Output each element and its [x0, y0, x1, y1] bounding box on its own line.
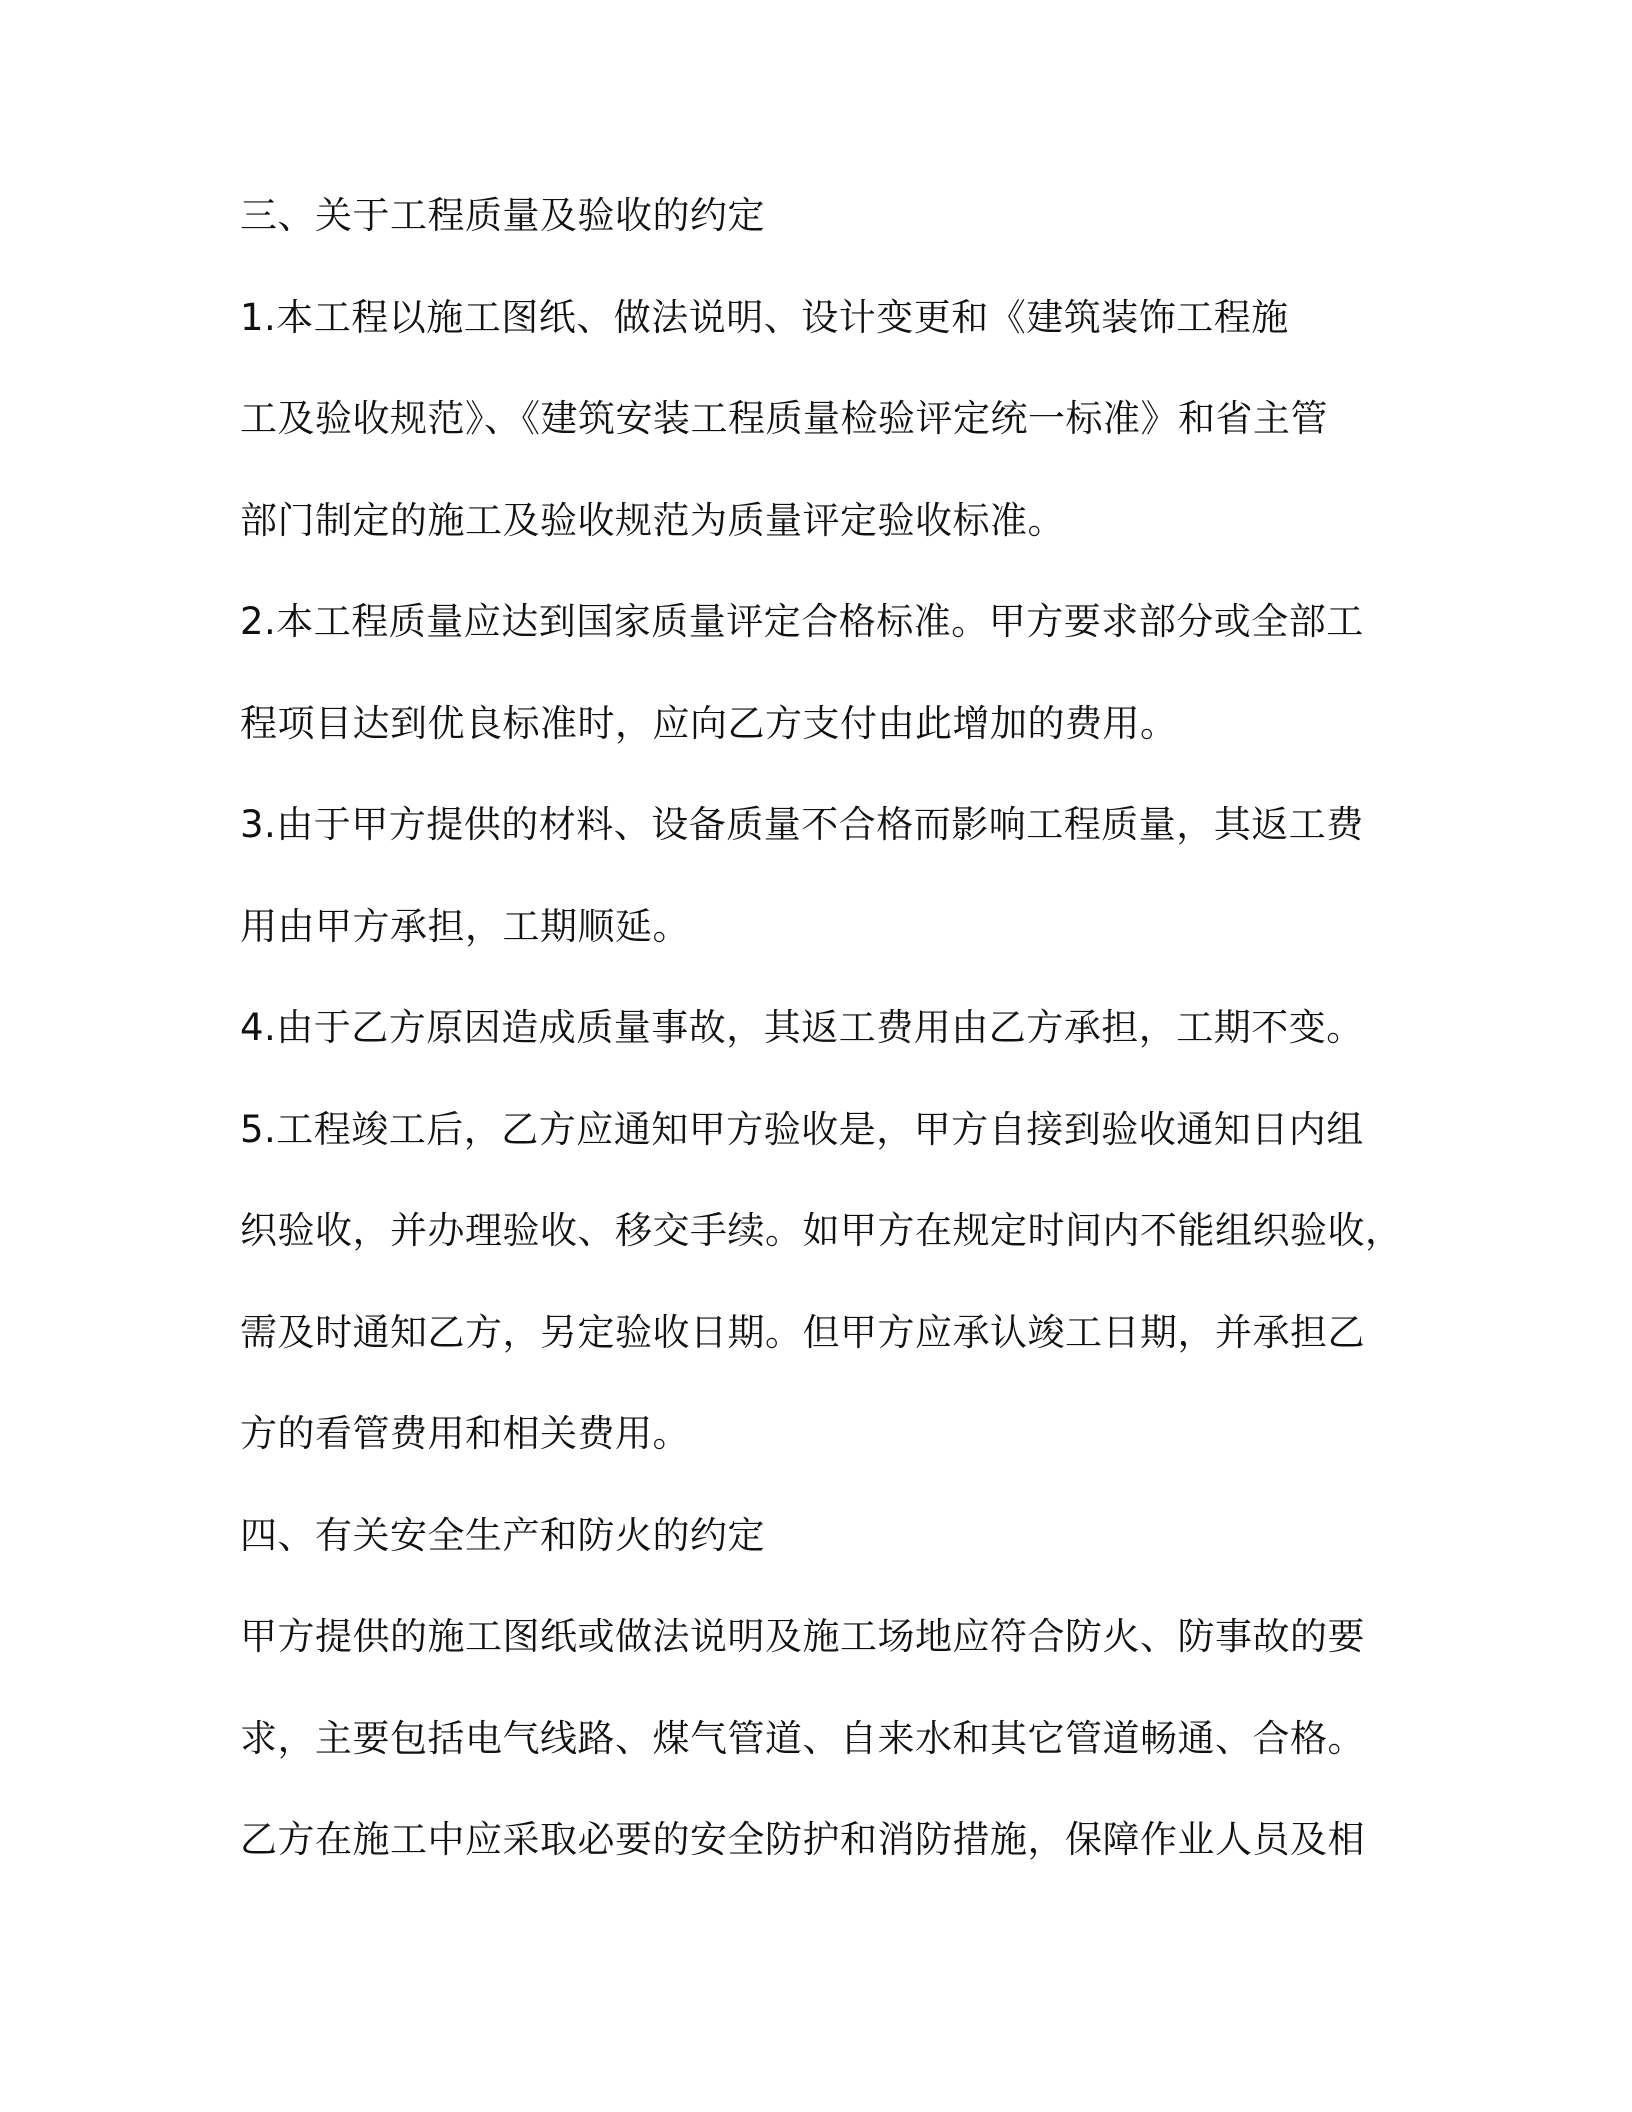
- text-line: 用由甲方承担，工期顺延。: [240, 904, 690, 948]
- text-line: 乙方在施工中应采取必要的安全防护和消防措施，保障作业人员及相: [240, 1818, 1365, 1861]
- text-line: 工及验收规范》、《建筑安装工程质量检验评定统一标准》和省主管: [240, 397, 1328, 440]
- section-heading-quality: 三、关于工程质量及验收的约定: [240, 194, 765, 237]
- text-line: 2.本工程质量应达到国家质量评定合格标准。甲方要求部分或全部工: [240, 600, 1364, 643]
- text-line: 求，主要包括电气线路、煤气管道、自来水和其它管道畅通、合格。: [240, 1716, 1365, 1760]
- text-line: 3.由于甲方提供的材料、设备质量不合格而影响工程质量，其返工费: [240, 803, 1364, 846]
- text-line: 方的看管费用和相关费用。: [240, 1412, 690, 1455]
- section-heading-safety: 四、有关安全生产和防火的约定: [240, 1513, 765, 1557]
- text-line: 甲方提供的施工图纸或做法说明及施工场地应符合防火、防事故的要: [240, 1615, 1365, 1658]
- text-line: 1.本工程以施工图纸、做法说明、设计变更和《建筑装饰工程施: [240, 295, 1289, 339]
- text-line: 5.工程竣工后，乙方应通知甲方验收是，甲方自接到验收通知日内组: [240, 1107, 1364, 1151]
- text-line: 需及时通知乙方，另定验收日期。但甲方应承认竣工日期，并承担乙: [240, 1310, 1365, 1354]
- text-line: 4.由于乙方原因造成质量事故，其返工费用由乙方承担，工期不变。: [240, 1006, 1364, 1049]
- text-line: 织验收，并办理验收、移交手续。如甲方在规定时间内不能组织验收，: [240, 1209, 1403, 1252]
- text-line: 部门制定的施工及验收规范为质量评定验收标准。: [240, 498, 1065, 542]
- document-body: [240, 190, 1403, 1916]
- text-line: 程项目达到优良标准时，应向乙方支付由此增加的费用。: [240, 701, 1178, 745]
